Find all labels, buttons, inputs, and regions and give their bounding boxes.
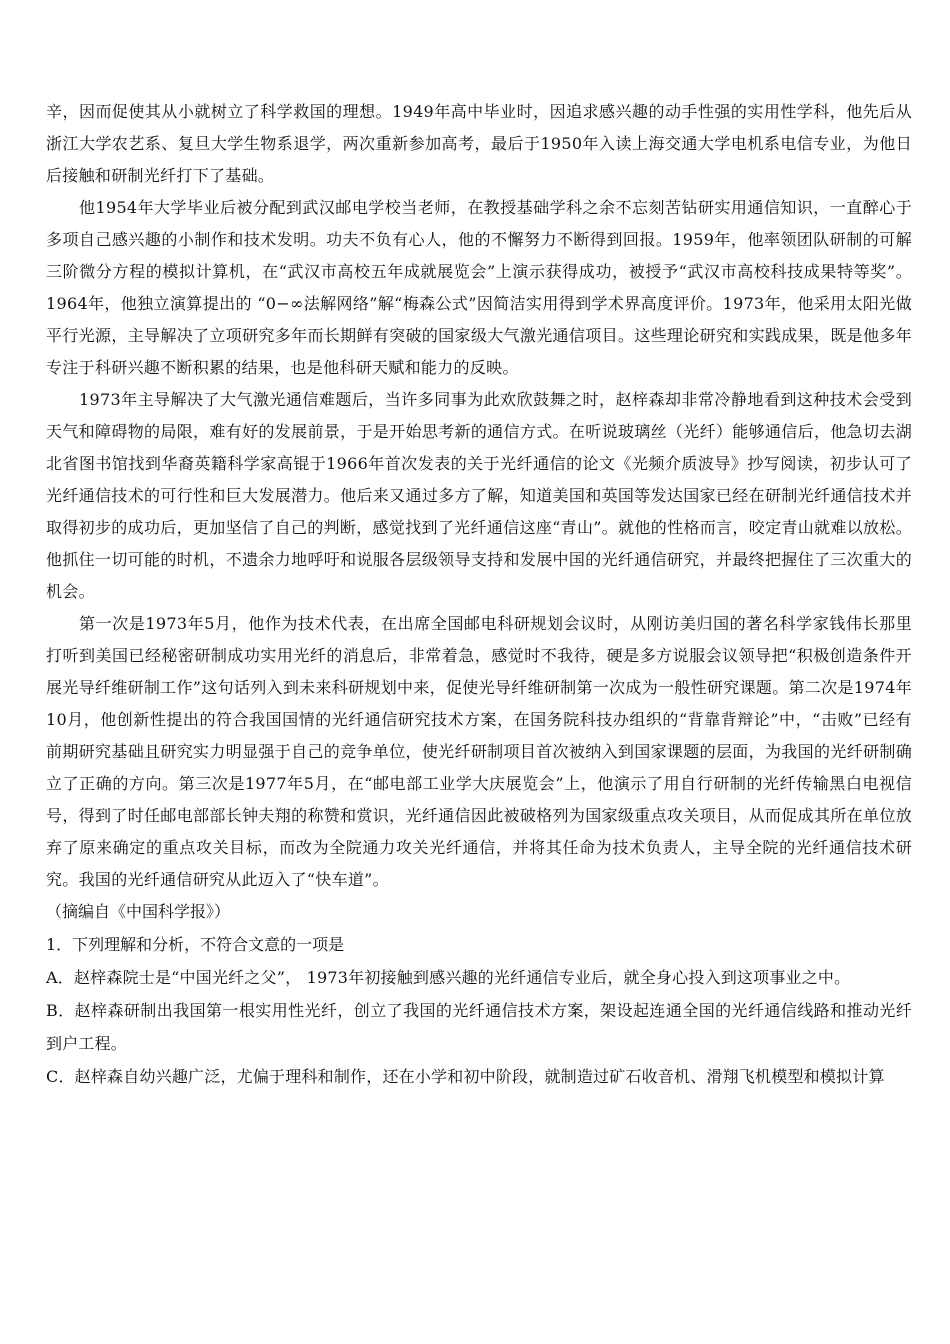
article-paragraph-2: 他1954年大学毕业后被分配到武汉邮电学校当老师，在教授基础学科之余不忘刻苦钻研实用通信知识，一直醉心于多项自己感兴趣的小制作和技术发明。功夫不负有心人，他的不懈努力不断得到回报。1959年，他率领团队研制的可解三阶微分方程的模拟计算机，在“武汉市高校五年成就展览会”上演示获得成功，被授予“武汉市高校科技成果特等奖”。1964年，他独立演算提出的 “0−∞法解网络”解“梅森公式”因简洁实用得到学术界高度评价。1973年，他采用太阳光做平行光源，主导解决了立项研究多年而长期鲜有突破的国家级大气激光通信项目。这些理论研究和实践成果，既是他多年专注于科研兴趣不断积累的结果，也是他科研天赋和能力的反映。 (46, 198, 912, 377)
option-c-letter: C． (46, 1067, 75, 1086)
article-paragraph-4: 第一次是1973年5月，他作为技术代表，在出席全国邮电科研规划会议时，从刚访美归国的著名科学家钱伟长那里打听到美国已经秘密研制成功实用光纤的消息后，非常着急，感觉时不我待，硬是多方说服会议领导把“积极创造条件开展光导纤维研制工作”这句话列入到未来科研规划中来，促使光导纤维研制第一次成为一般性研究课题。第二次是1974年10月，他创新性提出的符合我国国情的光纤通信研究技术方案，在国务院科技办组织的“背靠背辩论”中，“击败”已经有前期研究基础且研究实力明显强于自己的竞争单位，使光纤研制项目首次被纳入到国家课题的层面，为我国的光纤研制确立了正确的方向。第三次是1977年5月，在“邮电部工业学大庆展览会”上，他演示了用自行研制的光纤传输黑白电视信号，得到了时任邮电部部长钟夫翔的称赞和赏识，光纤通信因此被破格列为国家级重点攻关项目，从而促成其所在单位放弃了原来确定的重点攻关目标，而改为全院通力攻关光纤通信，并将其任命为技术负责人，主导全院的光纤通信技术研究。我国的光纤通信研究从此迈入了“快车道”。 (46, 614, 912, 889)
article-paragraph-3: 1973年主导解决了大气激光通信难题后，当许多同事为此欢欣鼓舞之时，赵梓森却非常冷静地看到这种技术会受到天气和障碍物的局限，难有好的发展前景，于是开始思考新的通信方式。在听说玻璃丝（光纤）能够通信后，他急切去湖北省图书馆找到华裔英籍科学家高锟于1966年首次发表的关于光纤通信的论文《光频介质波导》抄写阅读，初步认可了光纤通信技术的可行性和巨大发展潜力。他后来又通过多方了解，知道美国和英国等发达国家已经在研制光纤通信技术并取得初步的成功后，更加坚信了自己的判断，感觉找到了光纤通信这座“青山”。就他的性格而言，咬定青山就难以放松。他抓住一切可能的时机，不遗余力地呼吁和说服各层级领导支持和发展中国的光纤通信研究，并最终把握住了三次重大的机会。 (46, 390, 912, 601)
option-b (46, 994, 912, 1060)
question-stem: 1．下列理解和分析，不符合文意的一项是 (46, 935, 345, 954)
article-paragraph-1: 辛，因而促使其从小就树立了科学救国的理想。1949年高中毕业时，因追求感兴趣的动手性强的实用性学科，他先后从浙江大学农艺系、复旦大学生物系退学，两次重新参加高考，最后于1950年入读上海交通大学电机系电信专业，为他日后接触和研制光纤打下了基础。 (46, 102, 912, 185)
option-b-text: 赵梓森研制出我国第一根实用性光纤，创立了我国的光纤通信技术方案，架设起连通全国的光纤通信线路和推动光纤到户工程。 (46, 1001, 912, 1053)
article-source: （摘编自《中国科学报》） (46, 902, 231, 921)
option-a (46, 961, 912, 994)
option-c-text: 赵梓森自幼兴趣广泛，尤偏于理科和制作，还在小学和初中阶段，就制造过矿石收音机、滑翔飞机模型和模拟计算 (74, 1067, 885, 1086)
document-page (46, 96, 912, 1093)
option-a-text: 赵梓森院士是“中国光纤之父”， 1973年初接触到感兴趣的光纤通信专业后，就全身心投入到这项事业之中。 (73, 968, 851, 987)
option-c (46, 1060, 912, 1093)
option-a-letter: A． (46, 968, 74, 987)
option-b-letter: B． (46, 1001, 75, 1020)
